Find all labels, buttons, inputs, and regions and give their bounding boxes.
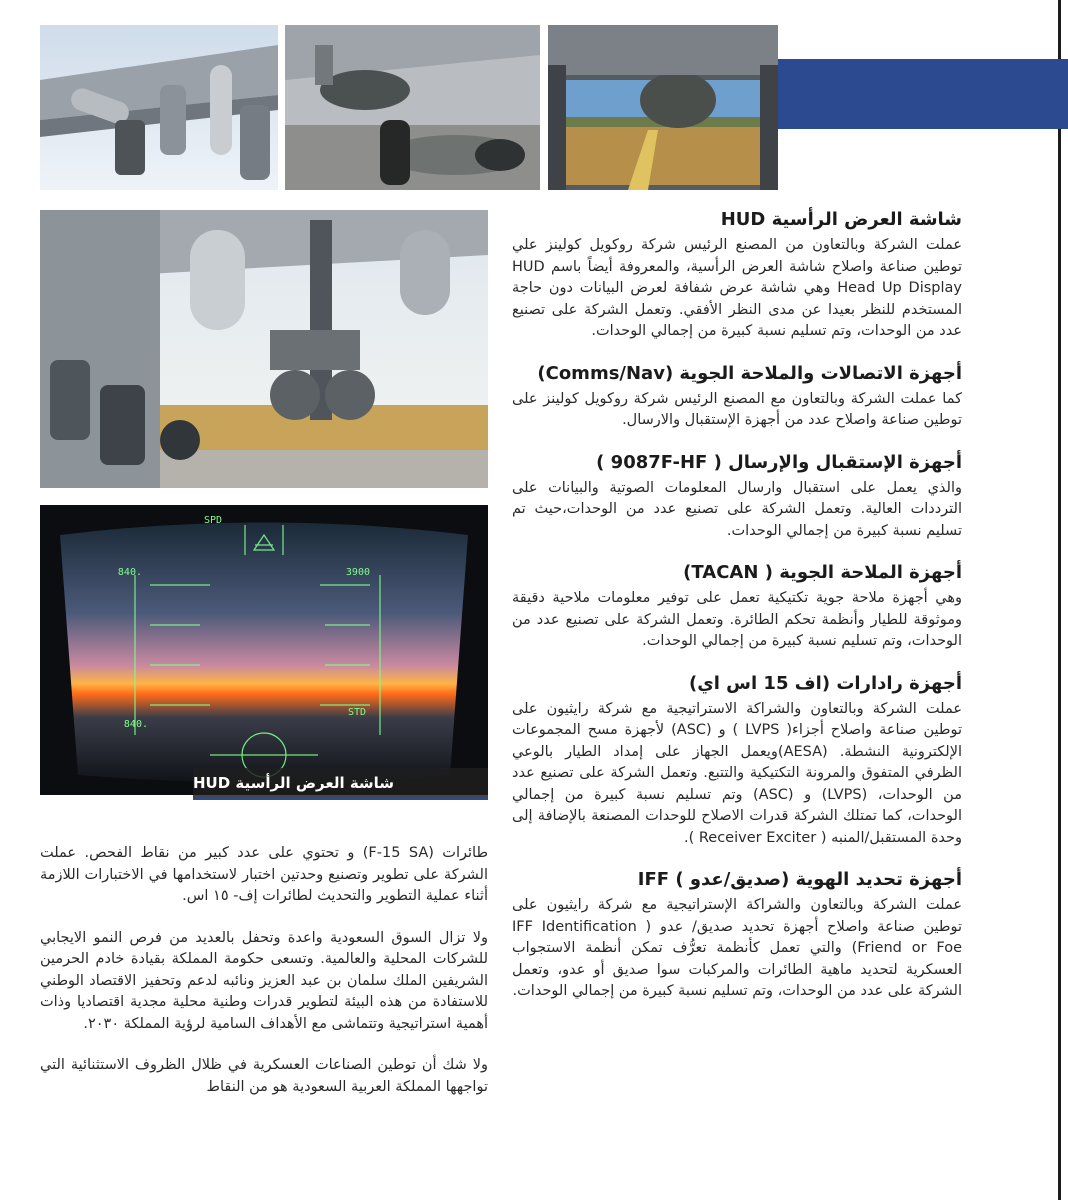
section-heading-radar: أجهزة رادارات (اف 15 اس اي) [688,672,962,694]
section-body-comms-nav: كما عملت الشركة وبالتعاون مع المصنع الرئيس شركة روكويل كولينز على توطين صناعة واصلاح عدد من أجهزة الإستقبال والارسال. [512,390,962,428]
section-heading-hf-radio: أجهزة الإستقبال والإرسال ( 9087F-HF ) [596,451,962,473]
section-heading-hud: شاشة العرض الرأسية HUD [720,209,962,230]
left-paragraph-1: طائرات (F-15 SA) و تحتوي على عدد كبير من نقاط الفحص. عملت الشركة على تطوير وتصنيع وحدتين اختبار لاستخدامها في الاختبارات اللازمة أثناء عملية التطوير والتحديث لطائرات إف- ١٥ اس. [40,845,488,904]
section-heading-tacan: أجهزة الملاحة الجوية ( TACAN) [683,562,962,583]
photo-hud-display [40,505,488,795]
section-heading-comms-nav: أجهزة الاتصالات والملاحة الجوية (Comms/Nav) [537,362,962,384]
left-paragraph-2: ولا تزال السوق السعودية واعدة وتحفل بالعديد من فرص النمو الايجابي للشركات المحلية والعالمية. وتسعى حكومة المملكة بقيادة خادم الحرمين الشريفين الملك سلمان بن عبد العزيز ونائبه لدعم وتحفيز الاقتصاد الوطني للاستفادة من هذه البيئة لتطوير قدرات وطنية محلية مجدية اقتصاديا وذات أهمية استراتيجية وتتماشى مع الأهداف السامية لرؤية المملكة ٢٠٣٠. [40,929,488,1032]
page-edge-line [1058,0,1061,1200]
section-body-hf-radio: والذي يعمل على استقبال وارسال المعلومات الصوتية والبيانات على الترددات العالية. وتعمل الشركة على تصنيع عدد من الوحدات،حيث تم تسليم نسبة كبيرة من إجمالي الوحدات. [512,479,962,539]
hud-readout-altitude: 3900 [345,567,370,578]
hud-caption-text: شاشة العرض الرأسية HUD [193,774,395,792]
section-heading-iff: أجهزة تحديد الهوية (صديق/عدو ) IFF [637,869,962,890]
photo-missiles-on-wing-pylons [40,210,488,488]
section-body-tacan: وهي أجهزة ملاحة جوية تكتيكية تعمل على توفير معلومات ملاحية دقيقة وموثوقة للطيار وأنظمة تحكم الطائرة. وتعمل الشركة على تصنيع عدد من الوحدات، وتم تسليم نسبة كبيرة من إجمالي الوحدات. [512,590,962,649]
hud-readout-top-left: .840 [117,567,142,578]
section-body-iff: عملت الشركة وبالتعاون والشراكة الإستراتيجية مع شركة رايثيون على توطين صناعة واصلاح أجهزة تحديد صديق/ عدو ( IFF Identification Friend or Foe) والتي تعمل كأنظمة تعرُّف تمكن أنظمة الاستجواب العسكرية لتحديد ماهية الطائرات والمركبات سوا صديق أو عدو، وتعمل الشركة على عدد من الوحدات، وتم تسليم نسبة كبيرة من إجمالي الوحدات. [512,897,963,999]
hud-photo-caption [193,768,488,798]
photo-aircraft-underside-bomb-view [548,25,778,190]
right-article-column [512,205,962,1019]
section-body-radar: عملت الشركة وبالتعاون والشراكة الاستراتيجية مع شركة رايثيون على توطين صناعة واصلاح أجزاء( LVPS ) و (ASC) لأجهزة مسح المجموعات الإلكترونية النشطة. (AESA)ويعمل الجهاز على إمداد الطيار بالوعي الظرفي المتفوق والمرونة التكتيكية والتتبع. وتعمل الشركة على تصنيع عدد من الوحدات، (LVPS) و (ASC) وتم تسليم نسبة كبيرة من إجمالي الوحدات، كما تمتلك الشركة قدرات الاصلاح للوحدات المصنعة بالإضافة إلى وحدة المستقبل/المنبه ( Receiver Exciter ). [512,700,962,846]
hud-readout-speed: SPD [203,515,222,526]
photo-aircraft-bombs-landing-gear [285,25,540,190]
hud-readout-std: STD [347,707,366,718]
left-text-column [40,843,488,1118]
blue-accent-band [778,59,1068,129]
section-body-hud: عملت الشركة وبالتعاون من المصنع الرئيس شركة روكويل كولينز علي توطين صناعة واصلاح شاشة العرض الرأسية، والمعروفة أيضاً باسم HUD Head Up Display وهي شاشة عرض شفافة لعرض البيانات دون حاجة المستخدم للنظر بعيدا عن مدى النظر الأفقي. وتعمل الشركة على تصنيع عدد من الوحدات، وتم تسليم نسبة كبيرة من إجمالي الوحدات. [512,237,962,339]
caption-accent-bar [193,798,488,800]
photo-aircraft-weapons-pylons [40,25,278,190]
left-paragraph-3: ولا شك أن توطين الصناعات العسكرية في ظلال الظروف الاستثنائية التي تواجهها المملكة العربية السعودية هو من النقاط [40,1057,488,1095]
hud-readout-bottom-left: .840 [123,719,148,730]
